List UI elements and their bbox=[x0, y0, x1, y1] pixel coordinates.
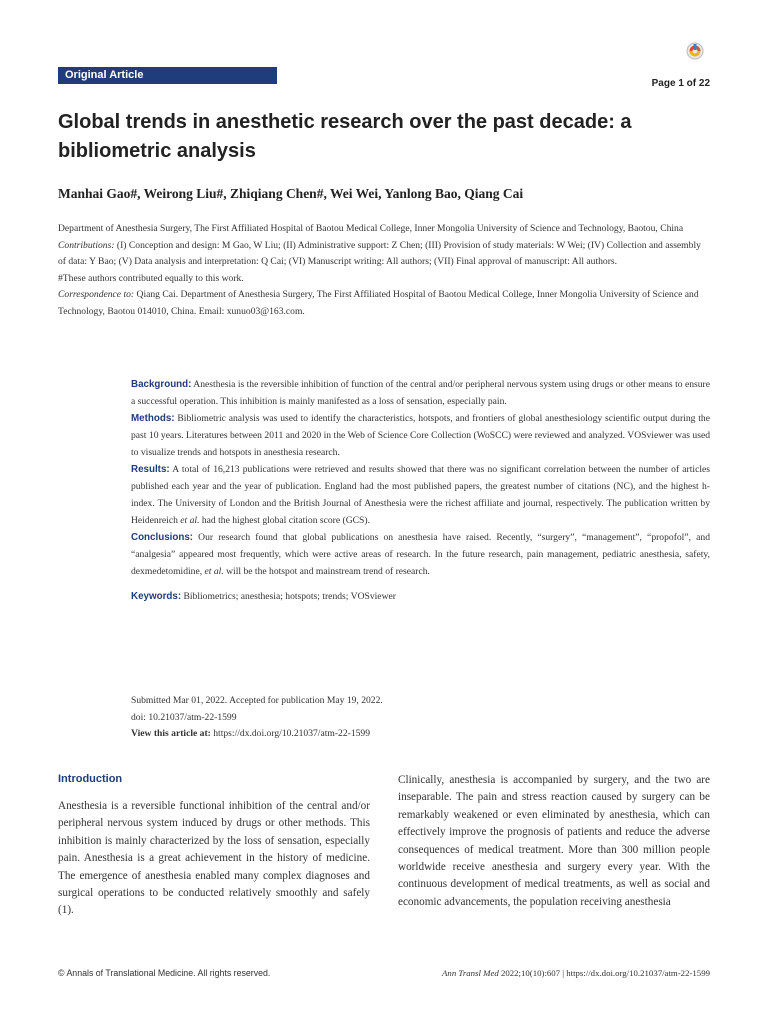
background-text: Anesthesia is the reversible inhibition of function of the central and/or peripheral nervous system using drugs or other means to ensure a successful operation. This inhibition is mainly manifested as a loss of sensation, especially pain. bbox=[131, 379, 710, 407]
methods-label: Methods: bbox=[131, 413, 175, 424]
author-list bbox=[58, 186, 523, 202]
background-label: Background: bbox=[131, 379, 192, 390]
contributions bbox=[58, 238, 710, 271]
section-heading-introduction: Introduction bbox=[58, 773, 123, 785]
article-title: Global trends in anesthetic research over the past decade: a bibliometric analysis bbox=[58, 111, 632, 162]
intro-paragraph-2: Clinically, anesthesia is accompanied by surgery, and the two are inseparable. The pain and stress reaction caused by surgery can be remarkably weakened or even eliminated by anesthesia, which can effectively improve the prognosis of patients and reduce the adverse consequences of medical treatment. More than 300 million people worldwide receive anesthesia and surgery every year. With the continuous development of medical treatments, as well as social and economic advancements, the population receiving anesthesia bbox=[398, 774, 710, 908]
footer-copyright: © Annals of Translational Medicine. All rights reserved. bbox=[58, 968, 271, 978]
view-article bbox=[131, 726, 383, 743]
equal-contribution-note: #These authors contributed equally to this work. bbox=[58, 272, 244, 284]
citation-text[interactable]: 2022;10(10):607 | https://dx.doi.org/10.21037/atm-22-1599 bbox=[498, 968, 710, 978]
keywords-text: Bibliometrics; anesthesia; hotspots; trends; VOSviewer bbox=[181, 591, 396, 602]
conclusions-label: Conclusions: bbox=[131, 532, 194, 543]
body-column-left bbox=[58, 798, 370, 920]
footer-citation bbox=[442, 968, 710, 978]
abstract-keywords bbox=[131, 588, 710, 605]
conclusions-text-a: Our research found that global publications on anesthesia have raised. Recently, “surgery”, “management”, “propofol”, and “analgesia” appeared most frequently, which were active areas of research. In the future research, pain management, pediatric anesthesia, safety, dexmedetomidine, bbox=[131, 532, 710, 577]
author-names: Manhai Gao#, Weirong Liu#, Zhiqiang Chen#, Wei Wei, Yanlong Bao, Qiang Cai bbox=[58, 186, 524, 201]
submission-dates: Submitted Mar 01, 2022. Accepted for publication May 19, 2022. bbox=[131, 695, 383, 706]
methods-text: Bibliometric analysis was used to identify the characteristics, hotspots, and frontiers of global anesthesiology scientific output during the past 10 years. Literatures between 2011 and 2020 in the Web of Science Core Collection (WoSCC) were reviewed and analyzed. VOSviewer was used to visualize trends and hotspots in anesthesia research. bbox=[131, 413, 710, 458]
intro-paragraph-1: Anesthesia is a reversible functional inhibition of the central and/or peripheral nervous system induced by drugs or other methods. This inhibition is mainly characterized by the loss of sensation, especially pain. Anesthesia is a great achievement in the history of medicine. The emergence of anesthesia enabled many complex diagnoses and surgical operations to be conducted relatively smoothly and safely (1). bbox=[58, 800, 370, 917]
conclusions-etal: et al. bbox=[204, 566, 224, 577]
correspondence-text: Qiang Cai. Department of Anesthesia Surgery, The First Affiliated Hospital of Baotou Medical College, Inner Mongolia University of Science and Technology, Baotou 014010, China. Email: xunuo03@163.com. bbox=[58, 289, 699, 317]
results-label: Results: bbox=[131, 464, 170, 475]
abstract bbox=[131, 376, 710, 605]
body-column-right bbox=[398, 772, 710, 911]
abstract-methods bbox=[131, 410, 710, 461]
correspondence-label: Correspondence to: bbox=[58, 289, 135, 300]
abstract-results bbox=[131, 461, 710, 529]
check-for-updates-icon[interactable] bbox=[680, 40, 710, 70]
article-type-badge: Original Article bbox=[58, 67, 277, 84]
abstract-conclusions bbox=[131, 529, 710, 580]
affiliation-block bbox=[58, 221, 710, 320]
results-text-a: A total of 16,213 publications were retrieved and results showed that there was no significant correlation between the number of articles published each year and the year of publication. England had the most published papers, the greatest number of citations (NC), and the highest h-index. The University of London and the British Journal of Anesthesia were the richest affiliate and journal, respectively. The publication written by Heidenreich bbox=[131, 464, 710, 526]
page-number: Page 1 of 22 bbox=[651, 78, 710, 89]
contributions-label: Contributions: bbox=[58, 239, 115, 251]
submission-info bbox=[131, 693, 383, 743]
view-label: View this article at: bbox=[131, 728, 211, 739]
journal-name: Ann Transl Med bbox=[442, 968, 499, 978]
contributions-text: (I) Conception and design: M Gao, W Liu; (II) Administrative support: Z Chen; (III) Provision of study materials: W Wei; (IV) Collection and assembly of data: Y Bao; (V) Data analysis and interpretation: Q Cai; (VI) Manuscript writing: All authors; (VII) Final approval of manuscript: All authors. bbox=[58, 239, 701, 267]
view-article-link[interactable]: https://dx.doi.org/10.21037/atm-22-1599 bbox=[210, 728, 371, 739]
results-etal: et al. bbox=[180, 515, 200, 526]
affiliation: Department of Anesthesia Surgery, The First Affiliated Hospital of Baotou Medical College, Inner Mongolia University of Science and Technology, Baotou, China bbox=[58, 223, 684, 234]
results-text-b: had the highest global citation score (GCS). bbox=[199, 515, 370, 526]
keywords-label: Keywords: bbox=[131, 591, 182, 602]
correspondence bbox=[58, 287, 710, 320]
conclusions-text-b: will be the hotspot and mainstream trend of research. bbox=[223, 566, 430, 577]
doi: doi: 10.21037/atm-22-1599 bbox=[131, 711, 237, 723]
abstract-background bbox=[131, 376, 710, 410]
